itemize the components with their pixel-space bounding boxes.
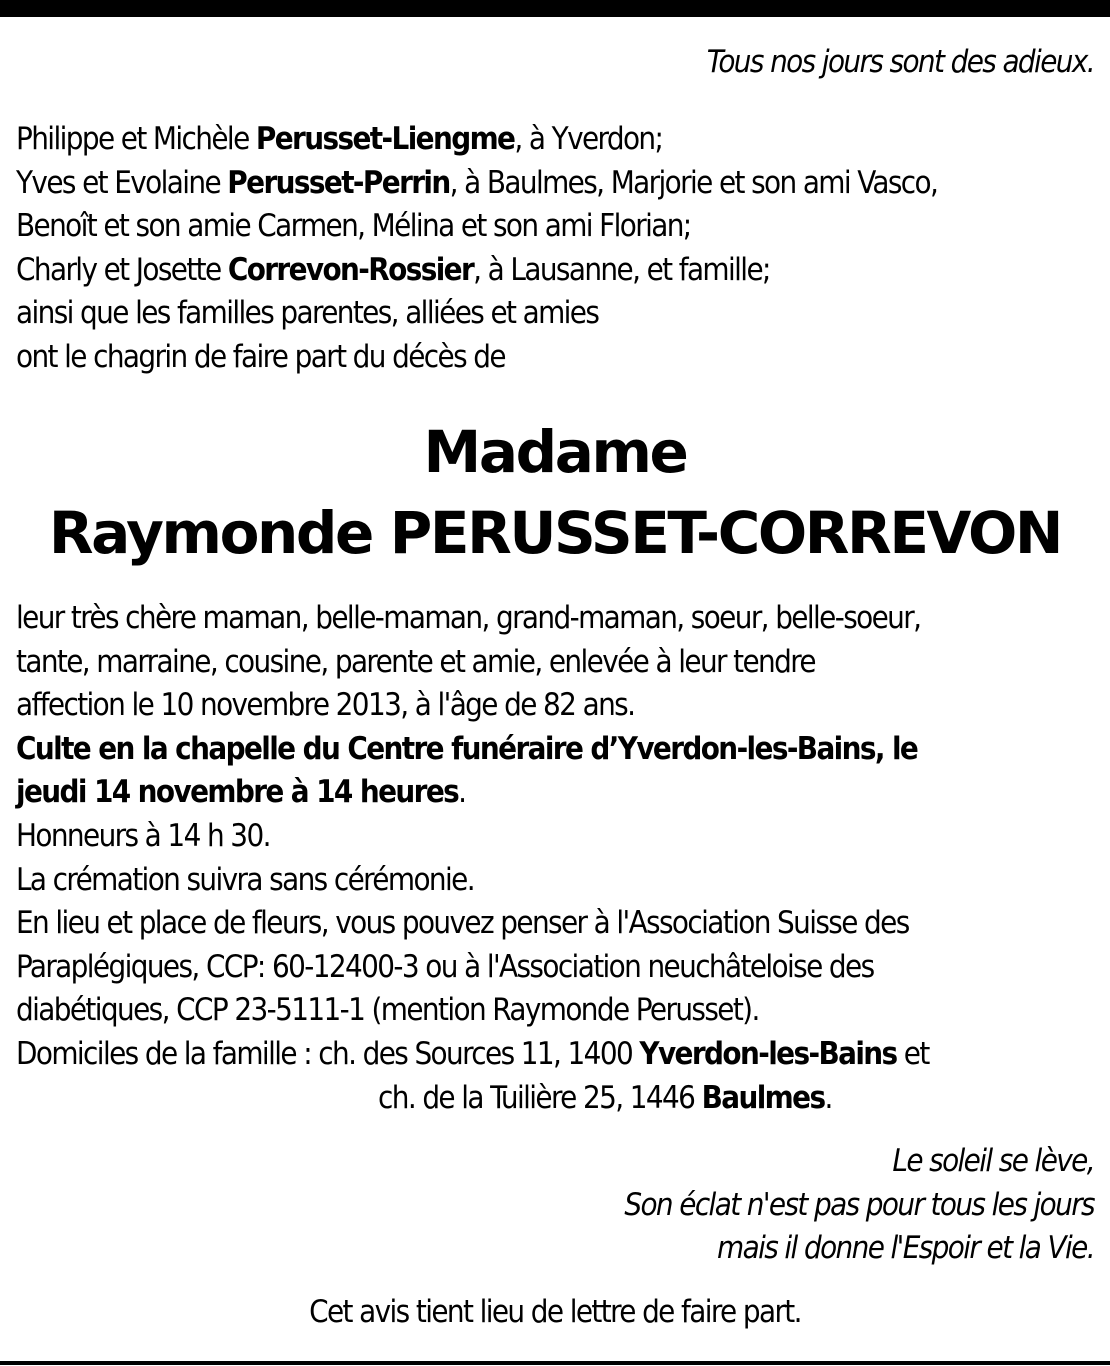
family-name: Perusset-Liengme [255,121,515,157]
domicile-place: Yverdon-les-Bains [639,1035,897,1072]
donation-line: diabétiques, CCP 23-5111-1 (mention Raymonde Perusset). [16,992,759,1029]
family-name: Correvon-Rossier [227,251,474,288]
domicile-line: ch. de la Tuilière 25, 1446 Baulmes. [378,1079,832,1116]
family-line: Benoît et son amie Carmen, Mélina et son ami Florian; [16,208,691,245]
bottom-rule [0,1361,1110,1365]
relation-line: tante, marraine, cousine, parente et amie, enlevée à leur tendre [16,643,815,680]
domicile-line: Domiciles de la famille : ch. des Sources 11, 1400 Yverdon-les-Bains et [16,1035,929,1072]
family-line: ont le chagrin de faire part du décès de [16,338,505,375]
honneurs-line: Honneurs à 14 h 30. [16,817,270,854]
family-list [16,118,1096,380]
donation-line: En lieu et place de fleurs, vous pouvez penser à l'Association Suisse des [16,905,909,942]
ceremony-line: Culte en la chapelle du Centre funéraire d’Yverdon-les-Bains, le [16,730,918,767]
ceremony-line: jeudi 14 novembre à 14 heures. [16,774,466,811]
family-line: ainsi que les familles parentes, alliées et amies [16,295,599,332]
poem-line: mais il donne l'Espoir et la Vie. [717,1230,1094,1267]
relation-line: affection le 10 novembre 2013, à l'âge de 82 ans. [16,687,635,724]
poem-line: Le soleil se lève, [892,1143,1094,1179]
announcement-body [16,597,1096,1120]
poem-line: Son éclat n'est pas pour tous les jours [624,1186,1094,1223]
notice-footer: Cet avis tient lieu de lettre de faire part. [309,1294,801,1330]
family-name: Perusset-Perrin [227,164,450,201]
domicile-place: Baulmes [701,1079,825,1116]
family-line: Yves et Evolaine Perusset-Perrin, à Baulmes, Marjorie et son ami Vasco, [16,164,938,201]
top-rule [0,0,1110,17]
deceased-name: Raymonde PERUSSET-CORREVON [48,499,1062,567]
deceased-title: Madame [423,418,687,486]
poem [0,1140,1094,1271]
relation-line: leur très chère maman, belle-maman, grand-maman, soeur, belle-soeur, [16,600,921,636]
cremation-line: La crémation suivra sans cérémonie. [16,861,474,898]
family-line: Charly et Josette Correvon-Rossier, à Lausanne, et famille; [16,251,770,288]
donation-line: Paraplégiques, CCP: 60-12400-3 ou à l'Association neuchâteloise des [16,948,874,985]
epigraph: Tous nos jours sont des adieux. [706,44,1094,80]
family-line: Philippe et Michèle Perusset-Liengme, à Yverdon; [16,121,663,157]
